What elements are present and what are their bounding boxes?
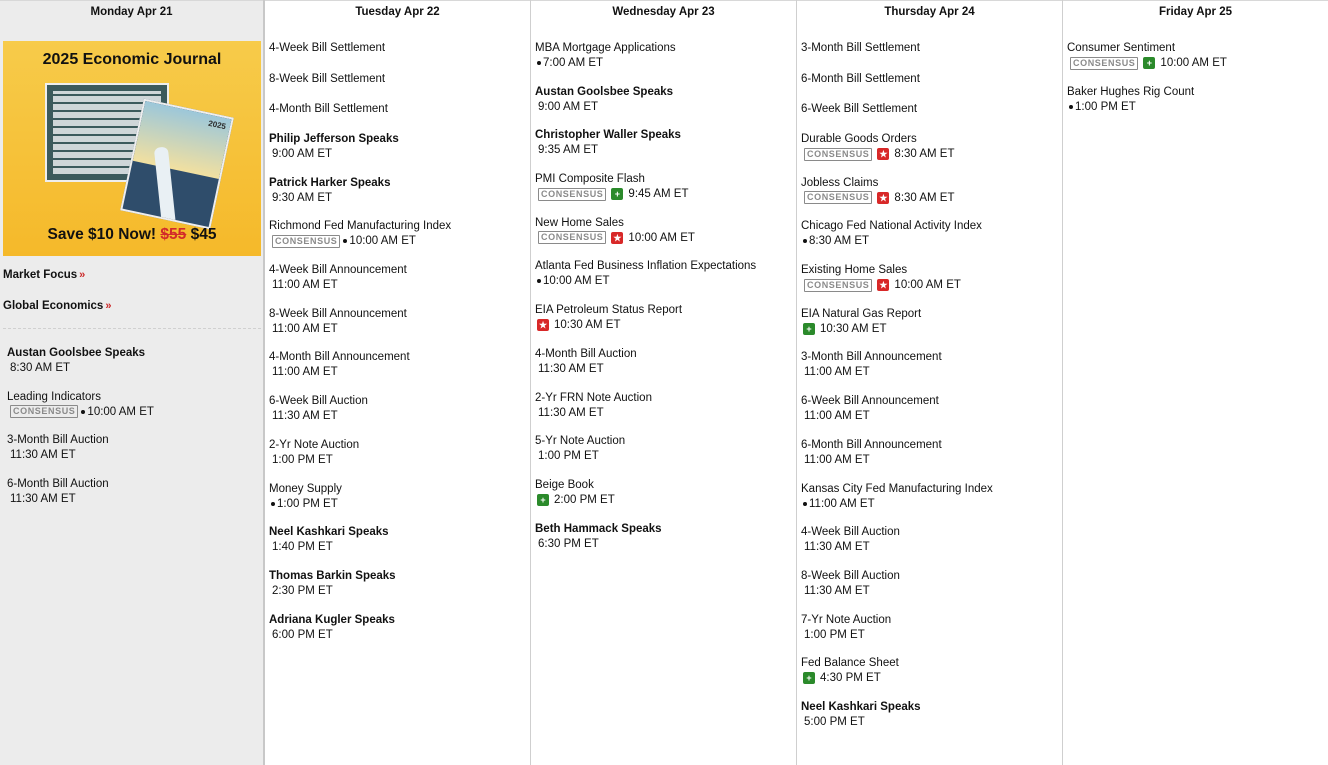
event-item[interactable] — [801, 72, 1062, 102]
event-time: 11:30 AM ET — [10, 493, 76, 506]
event-time: 10:30 AM ET — [820, 322, 887, 335]
event-time: 11:00 AM ET — [809, 497, 875, 510]
event-time: 10:30 AM ET — [554, 319, 621, 332]
event-name: Jobless Claims — [801, 176, 879, 189]
event-item[interactable] — [269, 132, 530, 176]
event-time: 2:00 PM ET — [554, 493, 615, 506]
event-time: 1:40 PM ET — [272, 541, 333, 554]
event-item[interactable] — [535, 85, 796, 129]
event-name: 6-Week Bill Settlement — [801, 103, 918, 115]
event-time: 9:35 AM ET — [538, 144, 599, 157]
event-item[interactable] — [269, 102, 530, 132]
event-name: 4-Week Bill Settlement — [269, 42, 386, 54]
event-name: 6-Month Bill Auction — [7, 478, 109, 491]
day-header: Tuesday Apr 22 — [265, 0, 530, 23]
event-name: 4-Month Bill Settlement — [269, 103, 388, 115]
promo-title: 2025 Economic Journal — [42, 51, 222, 68]
event-name: 2-Yr FRN Note Auction — [535, 391, 652, 404]
event-time: 5:00 PM ET — [804, 715, 865, 728]
event-item[interactable] — [801, 102, 1062, 132]
event-time: 2:30 PM ET — [272, 584, 333, 597]
event-item[interactable] — [269, 263, 530, 307]
day-header: Wednesday Apr 23 — [531, 0, 796, 23]
event-time: 10:00 AM ET — [1160, 57, 1227, 69]
event-name: 8-Week Bill Settlement — [269, 73, 386, 85]
dot-icon — [537, 61, 541, 65]
event-name: 4-Month Bill Auction — [535, 347, 637, 360]
event-item[interactable] — [801, 350, 1062, 394]
event-name: 6-Month Bill Announcement — [801, 438, 942, 451]
event-item[interactable] — [269, 219, 530, 263]
event-name: Money Supply — [269, 482, 342, 495]
event-name: Christopher Waller Speaks — [535, 129, 681, 142]
chevron-right-icon: » — [105, 300, 112, 312]
plus-icon: + — [1143, 57, 1155, 69]
star-icon: ★ — [538, 320, 548, 331]
event-name: PMI Composite Flash — [535, 173, 645, 186]
event-name: 4-Month Bill Announcement — [269, 351, 410, 364]
event-item[interactable] — [535, 216, 796, 260]
event-list — [797, 23, 1062, 744]
star-icon: ★ — [879, 149, 888, 159]
event-time: 11:00 AM ET — [272, 366, 338, 379]
event-name: Austan Goolsbee Speaks — [535, 85, 674, 98]
event-name: Durable Goods Orders — [801, 133, 917, 145]
dot-icon — [1069, 105, 1073, 109]
promo-cta-text: Save $10 Now! — [47, 226, 157, 243]
divider — [3, 328, 261, 329]
event-time: 10:00 AM ET — [349, 235, 416, 248]
plus-icon: + — [803, 323, 815, 335]
event-time: 11:00 AM ET — [272, 322, 338, 335]
day-column-friday — [1063, 0, 1328, 765]
event-time: 1:00 PM ET — [1075, 100, 1136, 113]
event-name: Thomas Barkin Speaks — [269, 569, 396, 582]
event-time: 1:00 PM ET — [804, 628, 865, 641]
event-item[interactable] — [269, 72, 530, 102]
day-column-thursday — [797, 0, 1063, 765]
event-item[interactable] — [535, 522, 796, 566]
event-time: 1:00 PM ET — [277, 497, 338, 510]
event-time: 8:30 AM ET — [809, 235, 870, 248]
event-name: Consumer Sentiment — [1067, 42, 1176, 54]
consensus-badge[interactable]: CONSENSUS — [804, 148, 872, 161]
event-name: 6-Month Bill Settlement — [801, 73, 920, 85]
event-item[interactable] — [535, 347, 796, 391]
event-item[interactable] — [801, 176, 1062, 220]
event-time: 11:00 AM ET — [272, 279, 338, 292]
event-time: 11:00 AM ET — [804, 366, 870, 379]
event-name: Neel Kashkari Speaks — [801, 700, 921, 713]
event-time: 10:00 AM ET — [628, 231, 695, 244]
consensus-badge[interactable]: CONSENSUS — [1070, 57, 1138, 70]
event-item[interactable] — [801, 613, 1062, 657]
day-header: Thursday Apr 24 — [797, 0, 1062, 23]
promo-banner[interactable] — [3, 41, 261, 256]
event-time: 4:30 PM ET — [820, 672, 881, 685]
new-price: $45 — [190, 226, 217, 243]
event-item[interactable] — [269, 307, 530, 351]
event-name: Existing Home Sales — [801, 264, 908, 277]
plus-icon: + — [611, 188, 623, 200]
event-time: 6:00 PM ET — [272, 628, 333, 641]
event-item[interactable] — [535, 259, 796, 303]
event-name: Chicago Fed National Activity Index — [801, 220, 982, 233]
dot-icon — [271, 502, 275, 506]
event-time: 10:00 AM ET — [543, 275, 610, 288]
event-name: Austan Goolsbee Speaks — [7, 347, 146, 359]
plus-icon: + — [803, 672, 815, 684]
consensus-badge[interactable]: CONSENSUS — [10, 405, 78, 418]
event-time: 11:00 AM ET — [804, 453, 870, 466]
event-item[interactable] — [535, 478, 796, 522]
dot-icon — [803, 239, 807, 243]
event-item[interactable] — [269, 41, 530, 72]
event-time: 11:30 AM ET — [538, 362, 604, 375]
event-item[interactable] — [801, 263, 1062, 307]
event-time: 8:30 AM ET — [894, 148, 955, 160]
consensus-badge[interactable]: CONSENSUS — [804, 191, 872, 204]
event-name: Leading Indicators — [7, 390, 101, 403]
event-time: 10:00 AM ET — [87, 405, 154, 418]
event-name: Fed Balance Sheet — [801, 657, 899, 670]
event-time: 1:00 PM ET — [538, 450, 599, 463]
event-name: Philip Jefferson Speaks — [269, 133, 399, 145]
event-name: Richmond Fed Manufacturing Index — [269, 220, 452, 233]
event-name: 5-Yr Note Auction — [535, 435, 626, 448]
event-item[interactable] — [801, 41, 1062, 72]
event-time: 11:00 AM ET — [804, 410, 870, 423]
dot-icon — [537, 279, 541, 283]
event-time: 9:45 AM ET — [628, 188, 689, 201]
event-item[interactable] — [535, 172, 796, 216]
event-item[interactable] — [269, 525, 530, 569]
event-time: 11:30 AM ET — [804, 584, 870, 597]
event-list — [1063, 23, 1328, 128]
event-name: 6-Week Bill Auction — [269, 395, 368, 408]
plus-icon: + — [537, 494, 549, 506]
event-list — [3, 346, 154, 521]
event-name: 6-Week Bill Announcement — [801, 395, 939, 408]
event-name: Beth Hammack Speaks — [535, 522, 662, 535]
event-item[interactable] — [535, 41, 796, 85]
event-name: Kansas City Fed Manufacturing Index — [801, 482, 993, 495]
event-name: 7-Yr Note Auction — [801, 613, 892, 626]
global-economics-link[interactable] — [3, 299, 261, 313]
event-list — [265, 23, 530, 656]
monday-links — [3, 268, 261, 330]
event-item[interactable] — [801, 219, 1062, 263]
event-item[interactable] — [801, 700, 1062, 744]
event-time: 9:00 AM ET — [538, 100, 599, 113]
event-item[interactable] — [269, 613, 530, 657]
consensus-badge[interactable]: CONSENSUS — [272, 235, 340, 248]
event-item[interactable] — [1067, 85, 1328, 129]
event-name: 4-Week Bill Announcement — [269, 264, 407, 277]
consensus-badge[interactable]: CONSENSUS — [538, 188, 606, 201]
event-name: 8-Week Bill Auction — [801, 569, 900, 582]
event-item[interactable] — [269, 569, 530, 613]
star-icon: ★ — [879, 280, 888, 291]
event-name: 2-Yr Note Auction — [269, 438, 360, 451]
event-item[interactable] — [535, 303, 796, 347]
event-item[interactable] — [801, 482, 1062, 526]
event-item[interactable] — [801, 525, 1062, 569]
dot-icon — [81, 410, 85, 414]
day-column-wednesday — [531, 0, 797, 765]
day-column-tuesday — [265, 0, 531, 765]
event-name: 3-Month Bill Announcement — [801, 351, 942, 364]
event-name: 4-Week Bill Auction — [801, 526, 900, 539]
event-item[interactable] — [269, 482, 530, 526]
event-time: 11:30 AM ET — [538, 406, 604, 419]
event-time: 11:30 AM ET — [272, 410, 338, 423]
event-time: 7:00 AM ET — [543, 57, 604, 69]
event-item[interactable] — [535, 434, 796, 478]
event-time: 10:00 AM ET — [894, 279, 961, 292]
star-icon: ★ — [879, 192, 888, 203]
event-time: 8:30 AM ET — [894, 191, 955, 204]
event-item[interactable] — [535, 128, 796, 172]
event-item[interactable] — [801, 132, 1062, 176]
event-item[interactable] — [269, 350, 530, 394]
global-economics-label: Global Economics — [3, 300, 104, 312]
event-name: 8-Week Bill Announcement — [269, 307, 407, 320]
event-time: 8:30 AM ET — [10, 362, 71, 374]
dot-icon — [343, 239, 347, 243]
event-name: Baker Hughes Rig Count — [1067, 85, 1195, 98]
event-item[interactable] — [801, 307, 1062, 351]
chevron-right-icon: » — [79, 269, 86, 281]
event-time: 11:30 AM ET — [804, 541, 870, 554]
event-name: 3-Month Bill Settlement — [801, 42, 920, 54]
event-name: Beige Book — [535, 478, 594, 491]
consensus-badge[interactable]: CONSENSUS — [804, 279, 872, 292]
event-name: Adriana Kugler Speaks — [269, 613, 395, 626]
event-item[interactable] — [7, 390, 154, 434]
event-name: MBA Mortgage Applications — [535, 42, 676, 54]
event-time: 9:00 AM ET — [272, 148, 333, 160]
dot-icon — [803, 502, 807, 506]
event-item[interactable] — [269, 176, 530, 220]
event-item[interactable] — [801, 394, 1062, 438]
event-item[interactable] — [535, 391, 796, 435]
event-name: EIA Petroleum Status Report — [535, 304, 683, 317]
event-time: 1:00 PM ET — [272, 453, 333, 466]
day-header: Monday Apr 21 — [0, 0, 263, 23]
event-list — [531, 23, 796, 565]
day-column-monday — [0, 0, 265, 765]
event-item[interactable] — [1067, 41, 1328, 85]
event-name: EIA Natural Gas Report — [801, 307, 922, 320]
old-price: $55 — [160, 226, 187, 243]
event-item[interactable] — [801, 438, 1062, 482]
event-item[interactable] — [7, 346, 154, 390]
market-focus-link[interactable] — [3, 268, 261, 282]
event-name: Atlanta Fed Business Inflation Expectations — [535, 260, 757, 273]
consensus-badge[interactable]: CONSENSUS — [538, 231, 606, 244]
event-item[interactable] — [269, 438, 530, 482]
event-name: Patrick Harker Speaks — [269, 176, 391, 189]
market-focus-label: Market Focus — [3, 269, 78, 281]
star-icon: ★ — [613, 232, 622, 243]
event-item[interactable] — [7, 433, 154, 477]
event-time: 6:30 PM ET — [538, 537, 599, 550]
event-name: 3-Month Bill Auction — [7, 434, 109, 447]
event-item[interactable] — [269, 394, 530, 438]
promo-cta — [3, 226, 261, 244]
day-header: Friday Apr 25 — [1063, 0, 1328, 23]
event-item[interactable] — [801, 656, 1062, 700]
event-item[interactable] — [801, 569, 1062, 613]
event-time: 11:30 AM ET — [10, 449, 76, 462]
event-name: Neel Kashkari Speaks — [269, 526, 389, 539]
event-time: 9:30 AM ET — [272, 191, 333, 204]
cover-year: 2025 — [207, 118, 227, 132]
event-item[interactable] — [7, 477, 154, 521]
event-name: New Home Sales — [535, 216, 624, 229]
